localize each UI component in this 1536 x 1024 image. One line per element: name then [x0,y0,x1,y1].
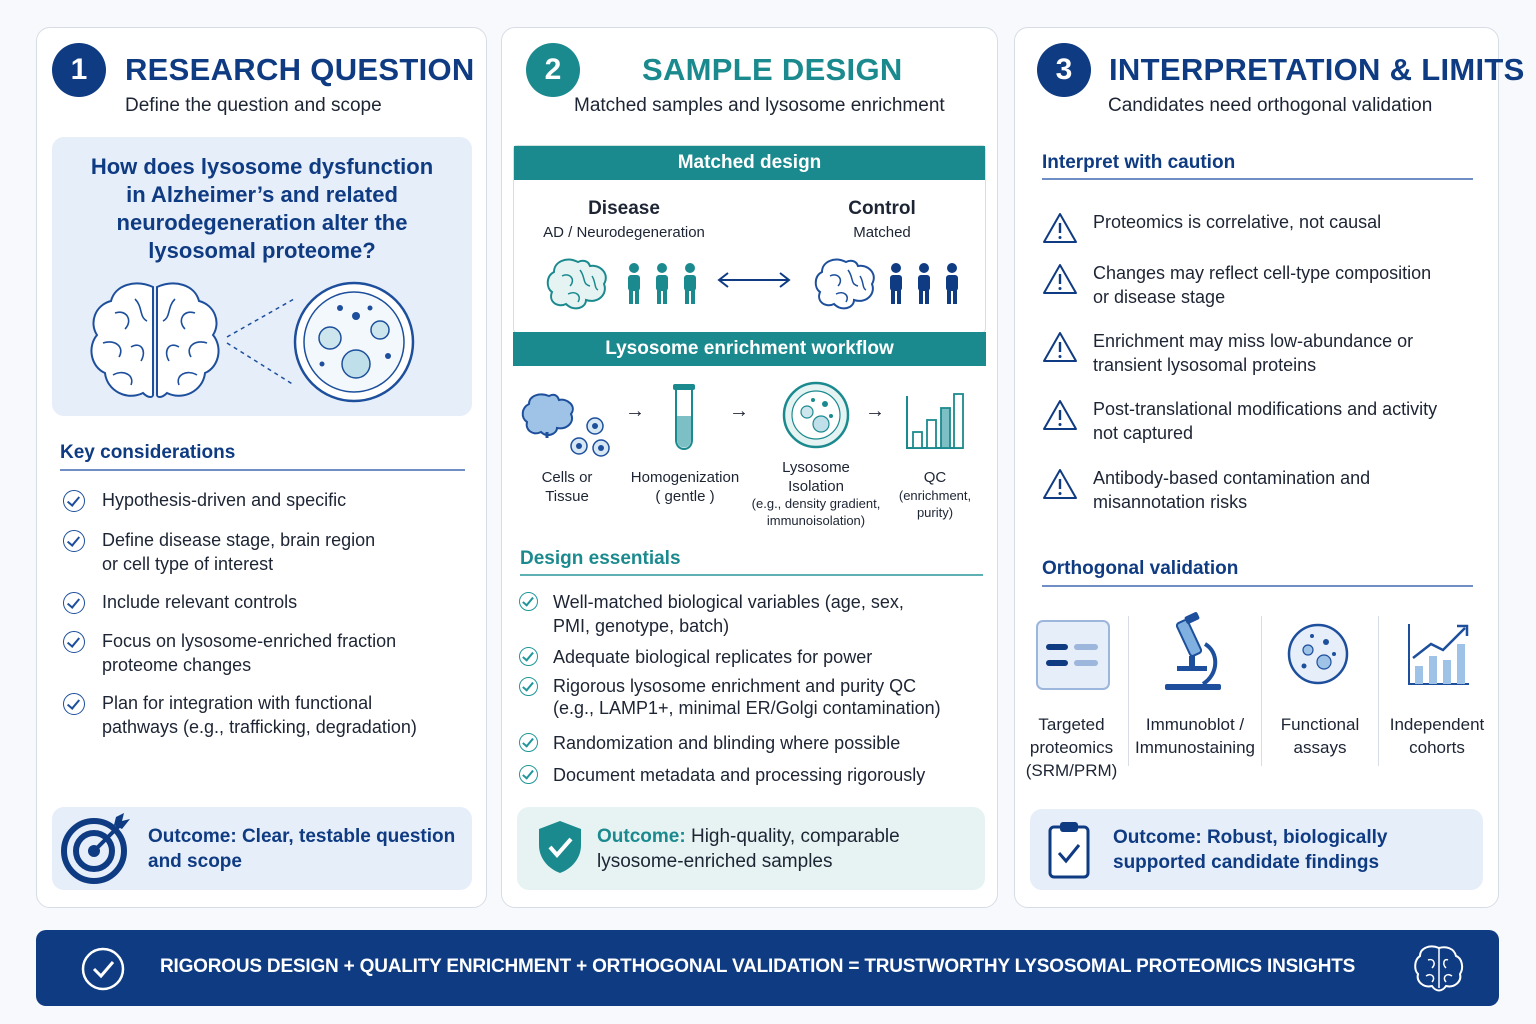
outcome-text: Outcome: High-quality, comparable lysosome-enriched samples [597,826,900,872]
check-circle-icon [63,693,85,715]
workflow-note-isolation: (e.g., density gradient, immunoisolation) [751,496,881,528]
brain-icon [814,256,878,312]
panel-subtitle: Candidates need orthogonal validation [1108,95,1433,116]
question-box [52,137,472,416]
validation-label-cohorts: Independent cohorts [1389,715,1485,757]
double-arrow-icon [716,270,792,290]
brain-icon [546,256,610,312]
trend-chart-icon [1407,622,1471,686]
check-circle-icon [63,530,85,552]
workflow-step-homogenization: Homogenization ( gentle ) [630,469,740,505]
workflow-step-cells: Cells or Tissue [541,469,593,505]
section-rule [520,574,983,576]
arrow-icon: → [865,400,885,422]
person-icon [886,262,962,306]
list-item: Plan for integration with functional pathways (e.g., trafficking, degradation) [63,691,473,739]
cells-icon [569,416,613,460]
section-title-design-essentials: Design essentials [520,548,681,569]
disease-subtitle: AD / Neurodegeneration [543,224,705,241]
research-question-text: How does lysosome dysfunction in Alzheimer’s and related neurodegeneration alter the lysosomal proteome? [90,154,434,263]
warning-icon [1042,212,1078,244]
panel-subtitle: Define the question and scope [125,95,382,116]
section-rule [1042,178,1473,180]
list-item: Define disease stage, brain region or cell type of interest [63,528,473,576]
check-circle-icon [519,647,538,666]
workflow-box [513,332,986,564]
summary-banner [36,930,1499,1006]
list-item: Well-matched biological variables (age, sex, PMI, genotype, batch) [519,590,989,638]
banner-text: RIGOROUS DESIGN + QUALITY ENRICHMENT + ORTHOGONAL VALIDATION = TRUSTWORTHY LYSOSOMAL PROTEOMICS INSIGHTS [160,956,1356,977]
list-item: Randomization and blinding where possible [519,731,989,755]
clipboard-check-icon [1048,821,1090,879]
section-title-key-considerations: Key considerations [60,442,236,463]
section-title-interpret-caution: Interpret with caution [1042,152,1236,173]
validation-label-immunoblot: Immunoblot / Immunostaining [1134,715,1255,757]
check-circle-icon [80,946,126,992]
validation-divider [1378,616,1379,766]
check-circle-icon [519,592,538,611]
step-number-2: 2 [526,43,580,97]
section-title-orthogonal-validation: Orthogonal validation [1042,558,1239,579]
control-subtitle: Matched [853,224,911,241]
validation-divider [1261,616,1262,766]
check-circle-icon [519,677,538,696]
list-item: Include relevant controls [63,590,473,614]
zoom-lines [222,287,302,397]
disease-title: Disease [588,198,660,219]
validation-label-functional: Functional assays [1280,715,1360,757]
warning-icon [1042,331,1078,363]
panel-research-question [36,27,487,908]
targeted-proteomics-icon [1036,620,1110,690]
list-item: Document metadata and processing rigorously [519,763,989,787]
workflow-step-qc: QC [923,469,947,486]
caution-item: Proteomics is correlative, not causal [1042,210,1492,234]
lysosome-icon [781,380,851,450]
workflow-note-qc: (enrichment, purity) [898,488,972,520]
section-rule [60,469,465,471]
panel-title: RESEARCH QUESTION [125,52,475,87]
bar-chart-icon [905,394,965,450]
matched-design-header: Matched design [514,146,985,180]
outcome-box [1030,809,1483,890]
caution-item: Changes may reflect cell-type composition or disease stage [1042,261,1492,309]
list-item: Adequate biological replicates for power [519,645,989,669]
warning-icon [1042,468,1078,500]
target-icon [60,811,132,883]
outcome-box [52,807,472,890]
panel-subtitle: Matched samples and lysosome enrichment [574,95,945,116]
list-item: Hypothesis-driven and specific [63,488,473,512]
workflow-header: Lysosome enrichment workflow [513,332,986,366]
person-icon [624,262,700,306]
warning-icon [1042,263,1078,295]
test-tube-icon [671,382,697,452]
list-item: Focus on lysosome-enriched fraction proteome changes [63,629,473,677]
step-number-1: 1 [52,43,106,97]
arrow-icon: → [625,400,645,422]
panel-interpretation-limits [1014,27,1525,908]
outcome-text: Outcome: Clear, testable question and scope [148,826,456,872]
check-circle-icon [63,631,85,653]
list-item: Rigorous lysosome enrichment and purity QC (e.g., LAMP1+, minimal ER/Golgi contamination) [519,675,989,719]
check-circle-icon [63,490,85,512]
workflow-step-isolation: Lysosome Isolation [782,459,850,495]
functional-assay-icon [1286,622,1350,686]
outcome-text: Outcome: Robust, biologically supported candidate findings [1113,827,1388,873]
step-number-3: 3 [1037,43,1091,97]
warning-icon [1042,399,1078,431]
arrow-icon: → [729,400,749,422]
caution-item: Antibody-based contamination and misannotation risks [1042,466,1492,514]
outcome-box [517,807,985,890]
panel-title: SAMPLE DESIGN [642,52,903,87]
shield-check-icon [537,819,583,875]
microscope-icon [1163,614,1225,692]
brain-icon [85,277,225,407]
validation-label-targeted: Targeted proteomics (SRM/PRM) [1025,715,1118,780]
check-circle-icon [519,733,538,752]
matched-design-box [513,145,986,333]
brain-icon [1414,944,1464,992]
panel-sample-design [501,27,998,908]
caution-item: Enrichment may miss low-abundance or transient lysosomal proteins [1042,329,1492,377]
check-circle-icon [63,592,85,614]
caution-item: Post-translational modifications and activity not captured [1042,397,1492,445]
control-title: Control [848,198,916,219]
check-circle-icon [519,765,538,784]
panel-title: INTERPRETATION & LIMITS [1109,52,1525,87]
lysosome-icon [292,280,416,404]
section-rule [1042,585,1473,587]
